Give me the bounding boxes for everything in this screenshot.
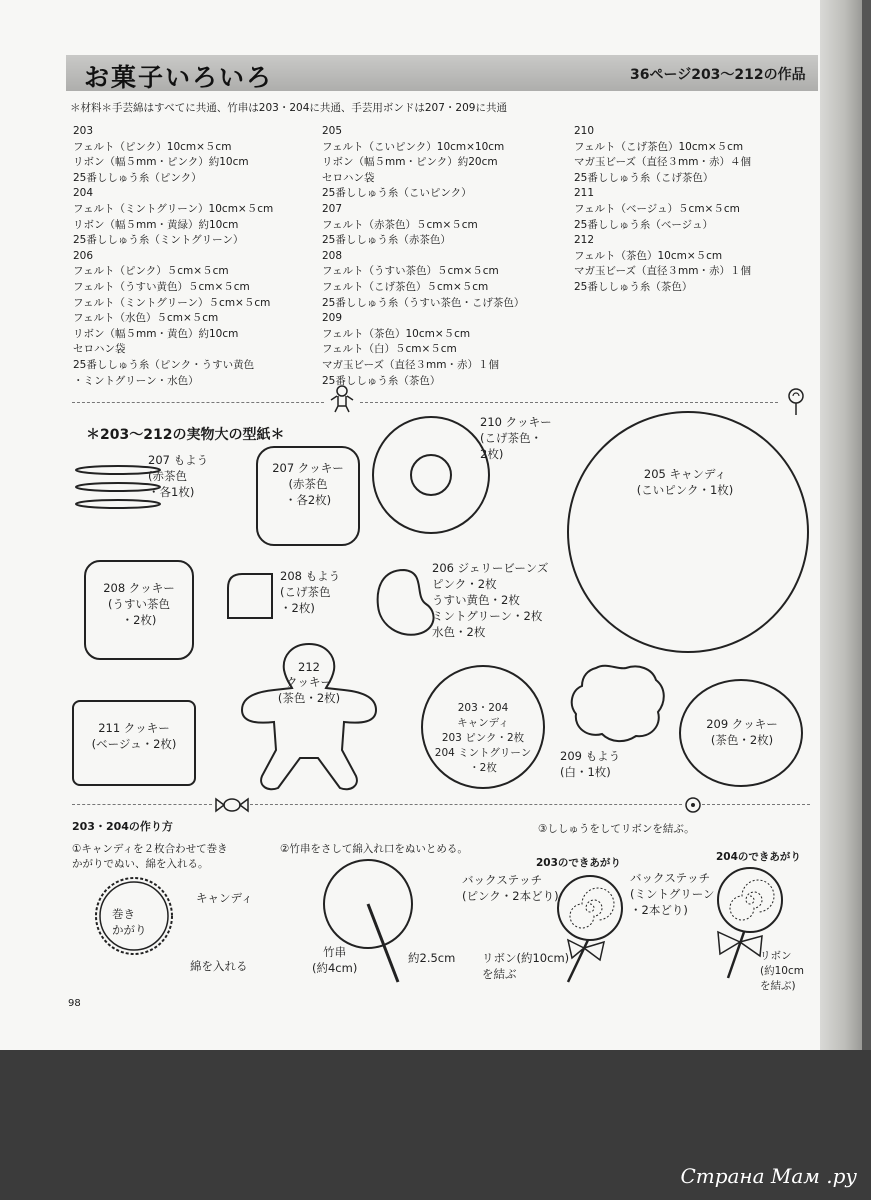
material-line: ・ミントグリーン・水色） bbox=[73, 374, 199, 387]
label-ribbon-204: リボン (約10cm を結ぶ) bbox=[760, 950, 804, 992]
material-line: 25番ししゅう糸（ミントグリーン） bbox=[73, 234, 244, 247]
material-line: マガ玉ビーズ（直径３mm・赤）４個 bbox=[574, 156, 752, 169]
label-yaku: 約2.5cm bbox=[408, 951, 456, 965]
material-line: 25番ししゅう糸（赤茶色） bbox=[322, 234, 451, 247]
patterns-heading: ＊203〜212の実物大の型紙＊ bbox=[86, 427, 285, 443]
material-line: セロハン袋 bbox=[73, 343, 126, 356]
label-209-moyou: 209 もよう (白・1枚) bbox=[560, 749, 621, 779]
materials-note: ＊材料＊手芸綿はすべてに共通、竹串は203・204に共通、手芸用ボンドは207・209に共通 bbox=[70, 102, 507, 114]
page-number: 98 bbox=[68, 998, 81, 1009]
materials-column-1 bbox=[73, 124, 273, 389]
material-line: 203 bbox=[73, 125, 94, 137]
material-line: 25番ししゅう糸（うすい茶色・こげ茶色） bbox=[322, 296, 525, 309]
label-takegushi: 竹串 (約4cm) bbox=[312, 945, 358, 975]
label-211-cookie: 211 クッキー (ベージュ・2枚) bbox=[91, 721, 177, 751]
material-line: 208 bbox=[322, 249, 343, 262]
material-line: 212 bbox=[574, 234, 595, 247]
material-line: フェルト（こげ茶色）10cm×５cm bbox=[574, 140, 744, 153]
label-candy: キャンディ bbox=[196, 891, 253, 905]
label-209-cookie: 209 クッキー (茶色・2枚) bbox=[706, 717, 778, 747]
divider bbox=[72, 402, 324, 403]
material-line: フェルト（水色）５cm×５cm bbox=[73, 312, 219, 325]
divider bbox=[72, 804, 212, 805]
material-line: フェルト（ピンク）５cm×５cm bbox=[73, 265, 229, 278]
howto-step-1: ①キャンディを２枚合わせて巻き かがりでぬい、綿を入れる。 bbox=[72, 843, 228, 870]
label-208-cookie: 208 クッキー (うすい茶色 ・2枚) bbox=[103, 581, 175, 627]
page-fold-shadow bbox=[820, 0, 862, 1050]
label-makikagari: 巻き かがり bbox=[112, 907, 147, 937]
material-line: 211 bbox=[574, 187, 595, 200]
material-line: フェルト（こいピンク）10cm×10cm bbox=[322, 140, 505, 153]
label-207-moyou: 207 もよう (赤茶色 ・各1枚) bbox=[148, 453, 209, 499]
material-line: フェルト（うすい茶色）５cm×５cm bbox=[322, 265, 499, 278]
wrapped-candy-icon bbox=[214, 796, 250, 814]
material-line: フェルト（茶色）10cm×５cm bbox=[322, 327, 471, 340]
divider bbox=[250, 804, 682, 805]
howto-step-3: ③ししゅうをしてリボンを結ぶ。 bbox=[538, 823, 695, 835]
pattern-205-circle bbox=[566, 410, 810, 654]
material-line: 206 bbox=[73, 249, 94, 262]
page-reference: 36ページ203〜212の作品 bbox=[630, 67, 806, 83]
pattern-208-moyou bbox=[226, 572, 276, 620]
label-207-cookie: 207 クッキー (赤茶色 ・各2枚) bbox=[272, 461, 344, 507]
material-line: フェルト（ミントグリーン）10cm×５cm bbox=[73, 202, 274, 215]
material-line: フェルト（こげ茶色）５cm×５cm bbox=[322, 280, 489, 293]
material-line: 204 bbox=[73, 187, 94, 200]
divider bbox=[702, 804, 810, 805]
label-ribbon-203: リボン(約10cm) を結ぶ bbox=[482, 951, 570, 981]
label-backstitch-203: バックステッチ (ピンク・2本どり) bbox=[462, 873, 559, 903]
material-line: リボン（幅５mm・黄緑）約10cm bbox=[73, 218, 239, 231]
material-line: フェルト（茶色）10cm×５cm bbox=[574, 249, 723, 262]
page-title: お菓子いろいろ bbox=[84, 63, 274, 92]
material-line: フェルト（ピンク）10cm×５cm bbox=[73, 140, 232, 153]
material-line: 25番ししゅう糸（茶色） bbox=[322, 374, 441, 387]
label-212-cookie: 212 クッキー (茶色・2枚) bbox=[277, 660, 341, 705]
pattern-210-ring bbox=[370, 414, 492, 536]
done-204-label: 204のできあがり bbox=[716, 851, 801, 863]
material-line: 25番ししゅう糸（ピンク） bbox=[73, 171, 202, 184]
scan-edge bbox=[862, 0, 871, 1200]
button-candy-icon bbox=[684, 796, 702, 814]
material-line: 210 bbox=[574, 125, 595, 137]
material-line: 207 bbox=[322, 202, 343, 215]
label-wata: 綿を入れる bbox=[190, 959, 248, 973]
gingerbread-icon bbox=[328, 384, 356, 414]
material-line: リボン（幅５mm・ピンク）約10cm bbox=[73, 156, 249, 169]
materials-column-3 bbox=[574, 124, 751, 296]
label-205-candy: 205 キャンディ (こいピンク・1枚) bbox=[636, 467, 734, 497]
material-line: リボン（幅５mm・黄色）約10cm bbox=[73, 327, 239, 340]
materials-column-2 bbox=[322, 124, 524, 389]
material-line: リボン（幅５mm・ピンク）約20cm bbox=[322, 156, 498, 169]
pattern-209-moyou bbox=[566, 662, 670, 746]
material-line: 25番ししゅう糸（こいピンク） bbox=[322, 187, 472, 200]
watermark: Страна Мам .ру bbox=[680, 1164, 857, 1188]
label-backstitch-204: バックステッチ (ミントグリーン ・2本どり) bbox=[630, 871, 715, 917]
material-line: 25番ししゅう糸（ベージュ） bbox=[574, 218, 713, 231]
material-line: 25番ししゅう糸（ピンク・うすい黄色 bbox=[73, 358, 255, 371]
done-203-label: 203のできあがり bbox=[536, 857, 621, 869]
howto-heading: 203・204の作り方 bbox=[72, 820, 173, 833]
material-line: フェルト（ベージュ）５cm×５cm bbox=[574, 202, 740, 215]
material-line: 25番ししゅう糸（茶色） bbox=[574, 280, 693, 293]
material-line: フェルト（ミントグリーン）５cm×５cm bbox=[73, 296, 271, 309]
material-line: フェルト（赤茶色）５cm×５cm bbox=[322, 218, 478, 231]
material-line: フェルト（うすい黄色）５cm×５cm bbox=[73, 280, 250, 293]
label-203-204-candy: 203・204 キャンディ 203 ピンク・2枚 204 ミントグリーン ・2枚 bbox=[434, 702, 532, 774]
material-line: フェルト（白）５cm×５cm bbox=[322, 343, 457, 356]
material-line: 205 bbox=[322, 125, 343, 137]
label-210-cookie: 210 クッキー (こげ茶色・ 2枚) bbox=[480, 415, 552, 461]
material-line: 209 bbox=[322, 312, 343, 325]
divider bbox=[360, 402, 778, 403]
pattern-206-bean bbox=[374, 566, 440, 640]
material-line: マガ玉ビーズ（直径３mm・赤）１個 bbox=[574, 265, 752, 278]
material-line: 25番ししゅう糸（こげ茶色） bbox=[574, 171, 714, 184]
material-line: マガ玉ビーズ（直径３mm・赤）１個 bbox=[322, 358, 500, 371]
howto-step-2: ②竹串をさして綿入れ口をぬいとめる。 bbox=[280, 843, 468, 855]
material-line: セロハン袋 bbox=[322, 171, 375, 184]
label-208-moyou: 208 もよう (こげ茶色 ・2枚) bbox=[280, 569, 341, 615]
label-206-jellybeans: 206 ジェリービーンズ ピンク・2枚 うすい黄色・2枚 ミントグリーン・2枚 水色・2枚 bbox=[432, 561, 549, 639]
